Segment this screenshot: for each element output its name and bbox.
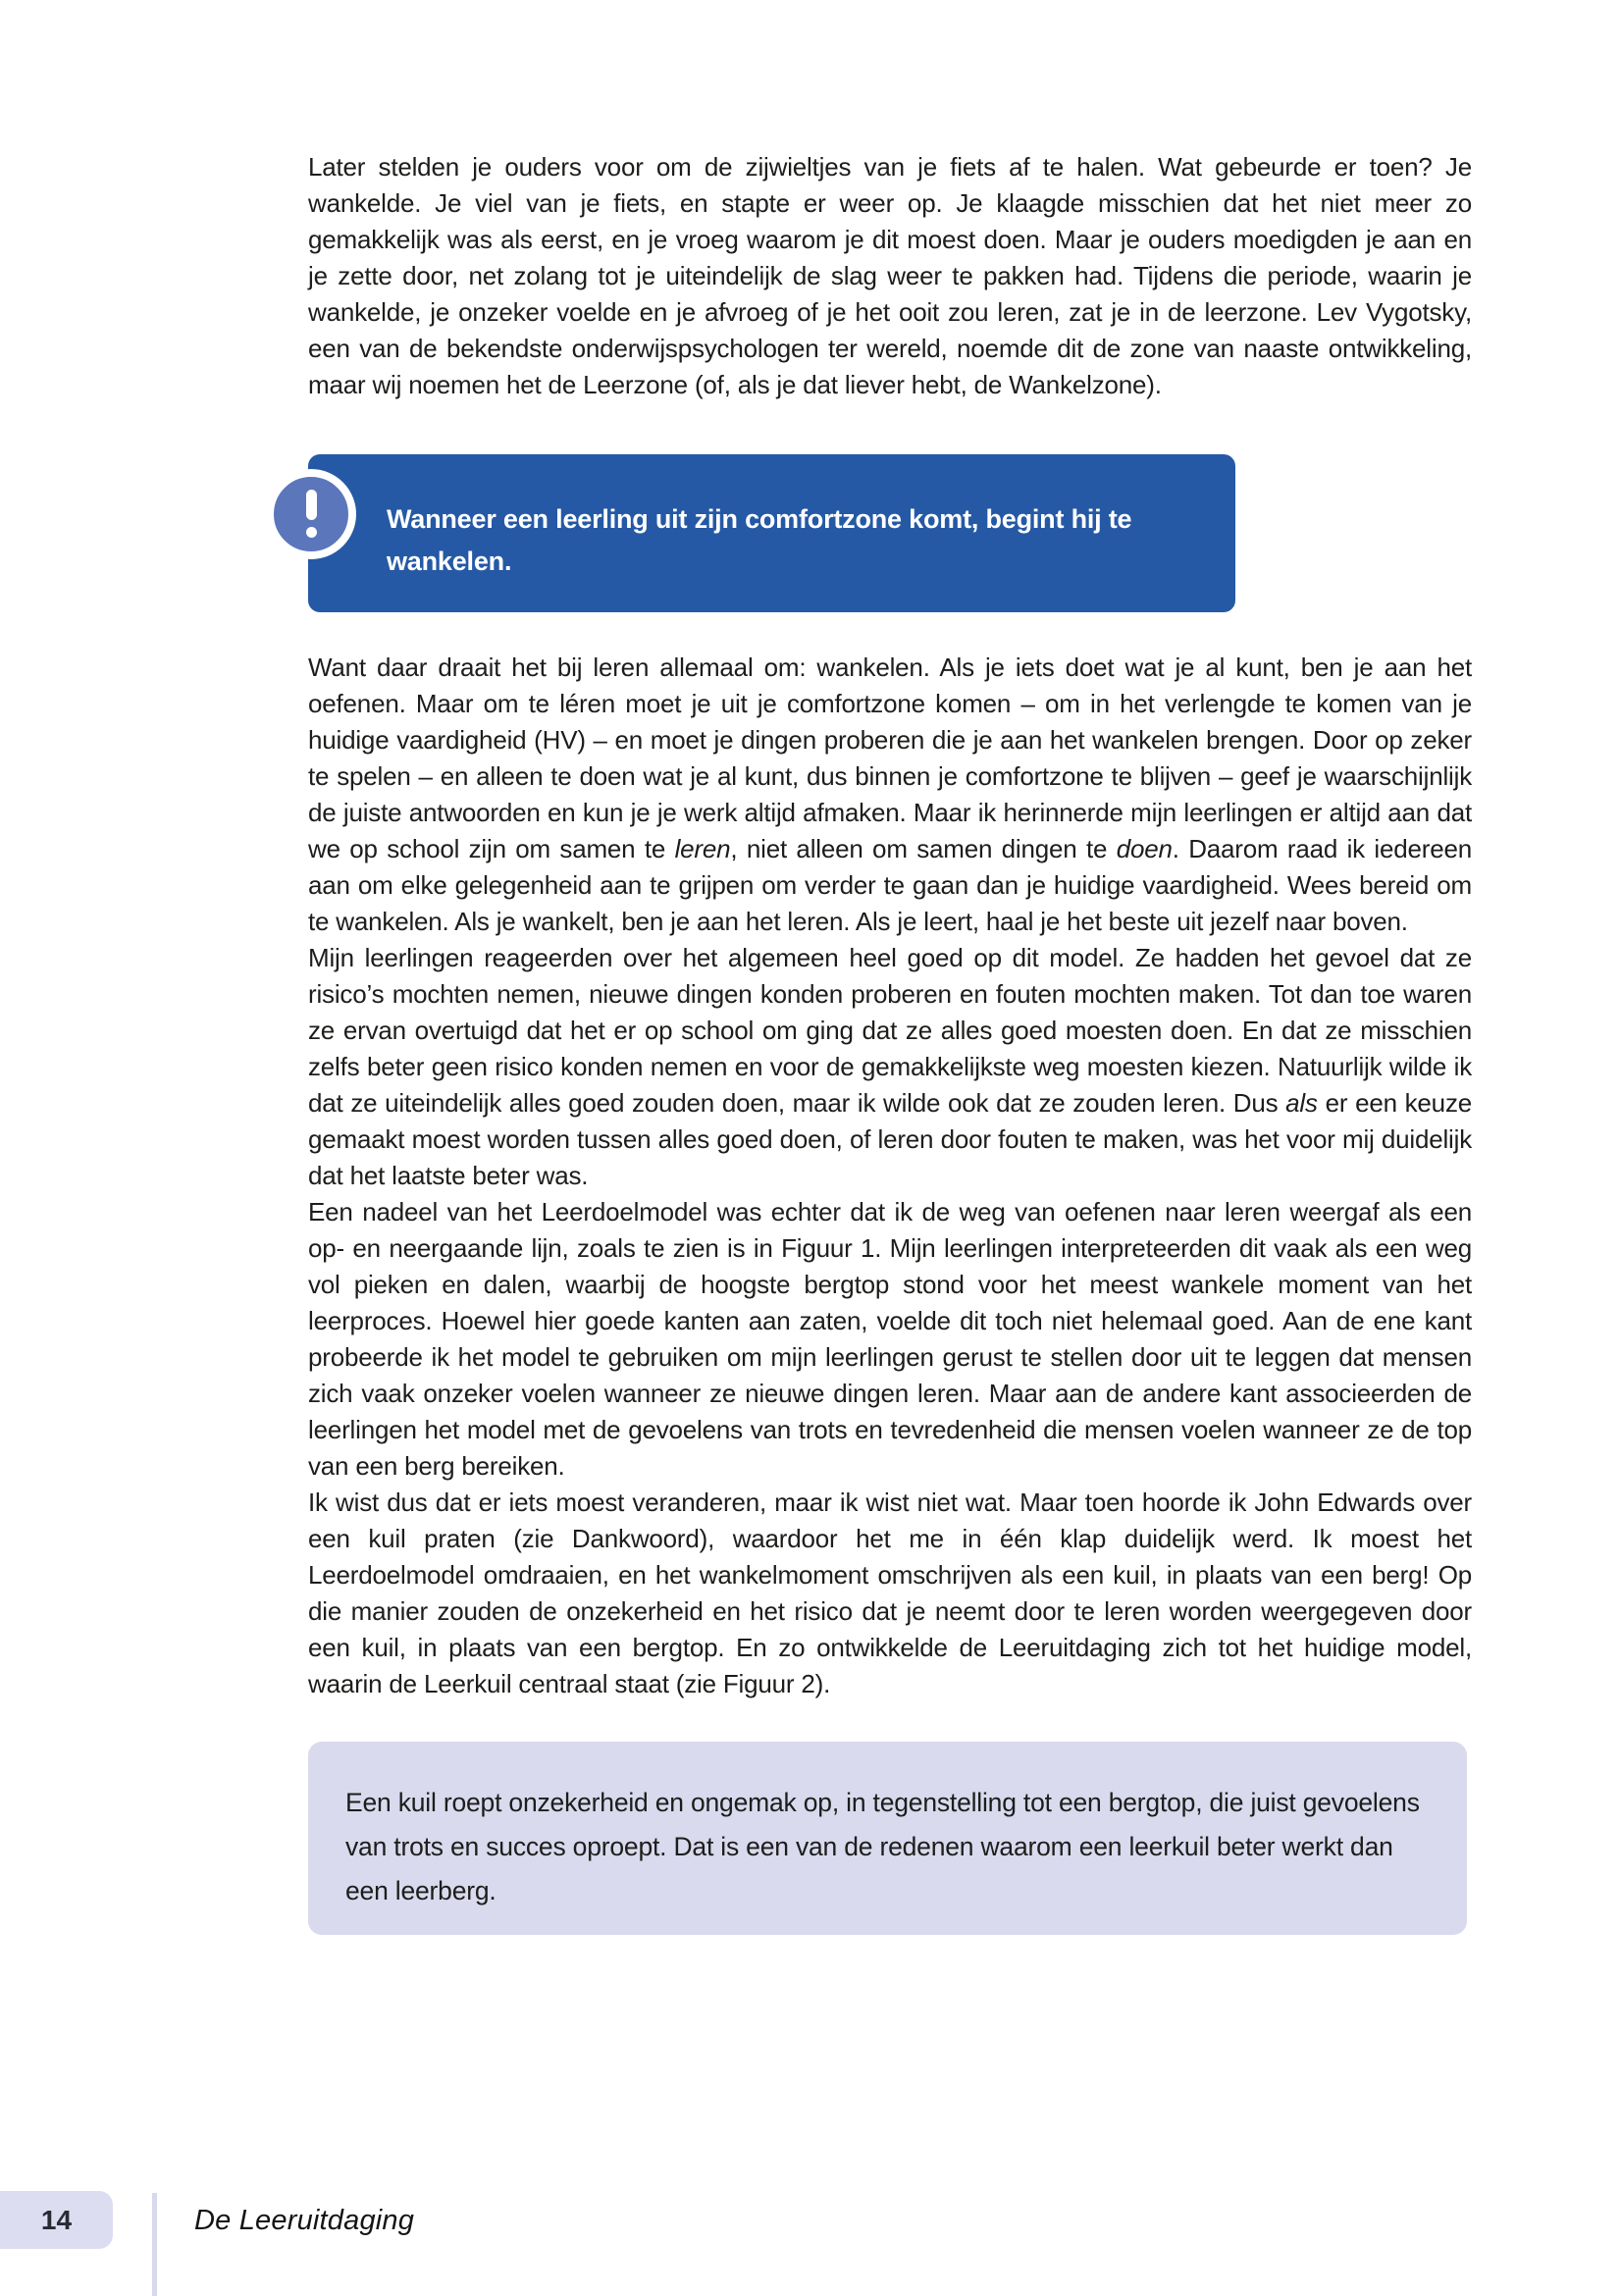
quote-callout-text: Een kuil roept onzekerheid en ongemak op, in tegenstelling tot een bergtop, die juist gevoelens van trots en succes oproept. Dat is een van de redenen waarom een leerkuil beter werkt dan een leerberg. — [345, 1788, 1420, 1905]
quote-callout — [308, 1742, 1467, 1935]
page-number-badge — [0, 2191, 113, 2249]
body-paragraphs — [308, 650, 1472, 1702]
alert-callout-text: Wanneer een leerling uit zijn comfortzone komt, begint hij te wankelen. — [387, 504, 1132, 576]
body-paragraph: Mijn leerlingen reageerden over het algemeen heel goed op dit model. Ze hadden het gevoel dat ze risico’s mochten nemen, nieuwe dingen konden proberen en fouten mochten maken. Tot dan toe waren ze ervan overtuigd dat het er op school om ging dat ze alles goed moesten doen. En dat ze misschien zelfs beter geen risico konden nemen en voor de gemakkelijkste weg moesten kiezen. Natuurlijk wilde ik dat ze uiteindelijk alles goed zouden doen, maar ik wilde ook dat ze zouden leren. Dus als er een keuze gemaakt moest worden tussen alles goed doen, of leren door fouten te maken, was het voor mij duidelijk dat het laatste beter was. — [308, 943, 1472, 1190]
book-title: De Leeruitdaging — [194, 2205, 415, 2236]
body-paragraph: Een nadeel van het Leerdoelmodel was echter dat ik de weg van oefenen naar leren weergaf als een op- en neergaande lijn, zoals te zien is in Figuur 1. Mijn leerlingen interpreteerden dit vaak als een weg vol pieken en dalen, waarbij de hoogste bergtop stond voor het meest wankele moment van het leerproces. Hoewel hier goede kanten aan zaten, voelde dit toch niet helemaal goed. Aan de ene kant probeerde ik het model te gebruiken om mijn leerlingen gerust te stellen door uit te leggen dat mensen zich vaak onzeker voelen wanneer ze nieuwe dingen leren. Maar aan de andere kant associeerden de leerlingen het model met de gevoelens van trots en tevredenheid die mensen voelen wanneer ze de top van een berg bereiken. — [308, 1197, 1472, 1481]
text-column — [308, 0, 1472, 1935]
page-number: 14 — [40, 2204, 73, 2235]
footer-divider-line — [152, 2193, 157, 2296]
body-paragraph: Ik wist dus dat er iets moest veranderen, maar ik wist niet wat. Maar toen hoorde ik John Edwards over een kuil praten (zie Dankwoord), waardoor het me in één klap duidelijk werd. Ik moest het Leerdoelmodel omdraaien, en het wankelmoment omschrijven als een kuil, in plaats van een berg! Op die manier zouden de onzekerheid en het risico dat je neemt door te leren worden weergegeven door een kuil, in plaats van een bergtop. En zo ontwikkelde de Leeruitdaging zich tot het huidige model, waarin de Leerkuil centraal staat (zie Figuur 2). — [308, 1487, 1472, 1698]
intro-paragraph: Later stelden je ouders voor om de zijwieltjes van je fiets af te halen. Wat gebeurde er toen? Je wankelde. Je viel van je fiets, en stapte er weer op. Je klaagde misschien dat het niet meer zo gemakkelijk was als eerst, en je vroeg waarom je dit moest doen. Maar je ouders moedigden je aan en je zette door, net zolang tot je uiteindelijk de slag weer te pakken had. Tijdens die periode, waarin je wankelde, je onzeker voelde en je afvroeg of je het ooit zou leren, zat je in de leerzone. Lev Vygotsky, een van de bekendste onderwijspsychologen ter wereld, noemde dit de zone van naaste ontwikkeling, maar wij noemen het de Leerzone (of, als je dat liever hebt, de Wankelzone). — [308, 152, 1472, 399]
alert-callout — [308, 454, 1235, 612]
body-paragraph: Want daar draait het bij leren allemaal om: wankelen. Als je iets doet wat je al kunt, ben je aan het oefenen. Maar om te léren moet je uit je comfortzone komen – om in het verlengde te komen van je huidige vaardigheid (HV) – en moet je dingen proberen die je aan het wankelen brengen. Door op zeker te spelen – en alleen te doen wat je al kunt, dus binnen je comfortzone te blijven – geef je waarschijnlijk de juiste antwoorden en kun je je werk altijd afmaken. Maar ik herinnerde mijn leerlingen er altijd aan dat we op school zijn om samen te leren, niet alleen om samen dingen te doen. Daarom raad ik iedereen aan om elke gelegenheid aan te grijpen om verder te gaan dan je huidige vaardigheid. Wees bereid om te wankelen. Als je wankelt, ben je aan het leren. Als je leert, haal je het beste uit jezelf naar boven. — [308, 652, 1472, 936]
exclamation-icon — [266, 469, 356, 559]
